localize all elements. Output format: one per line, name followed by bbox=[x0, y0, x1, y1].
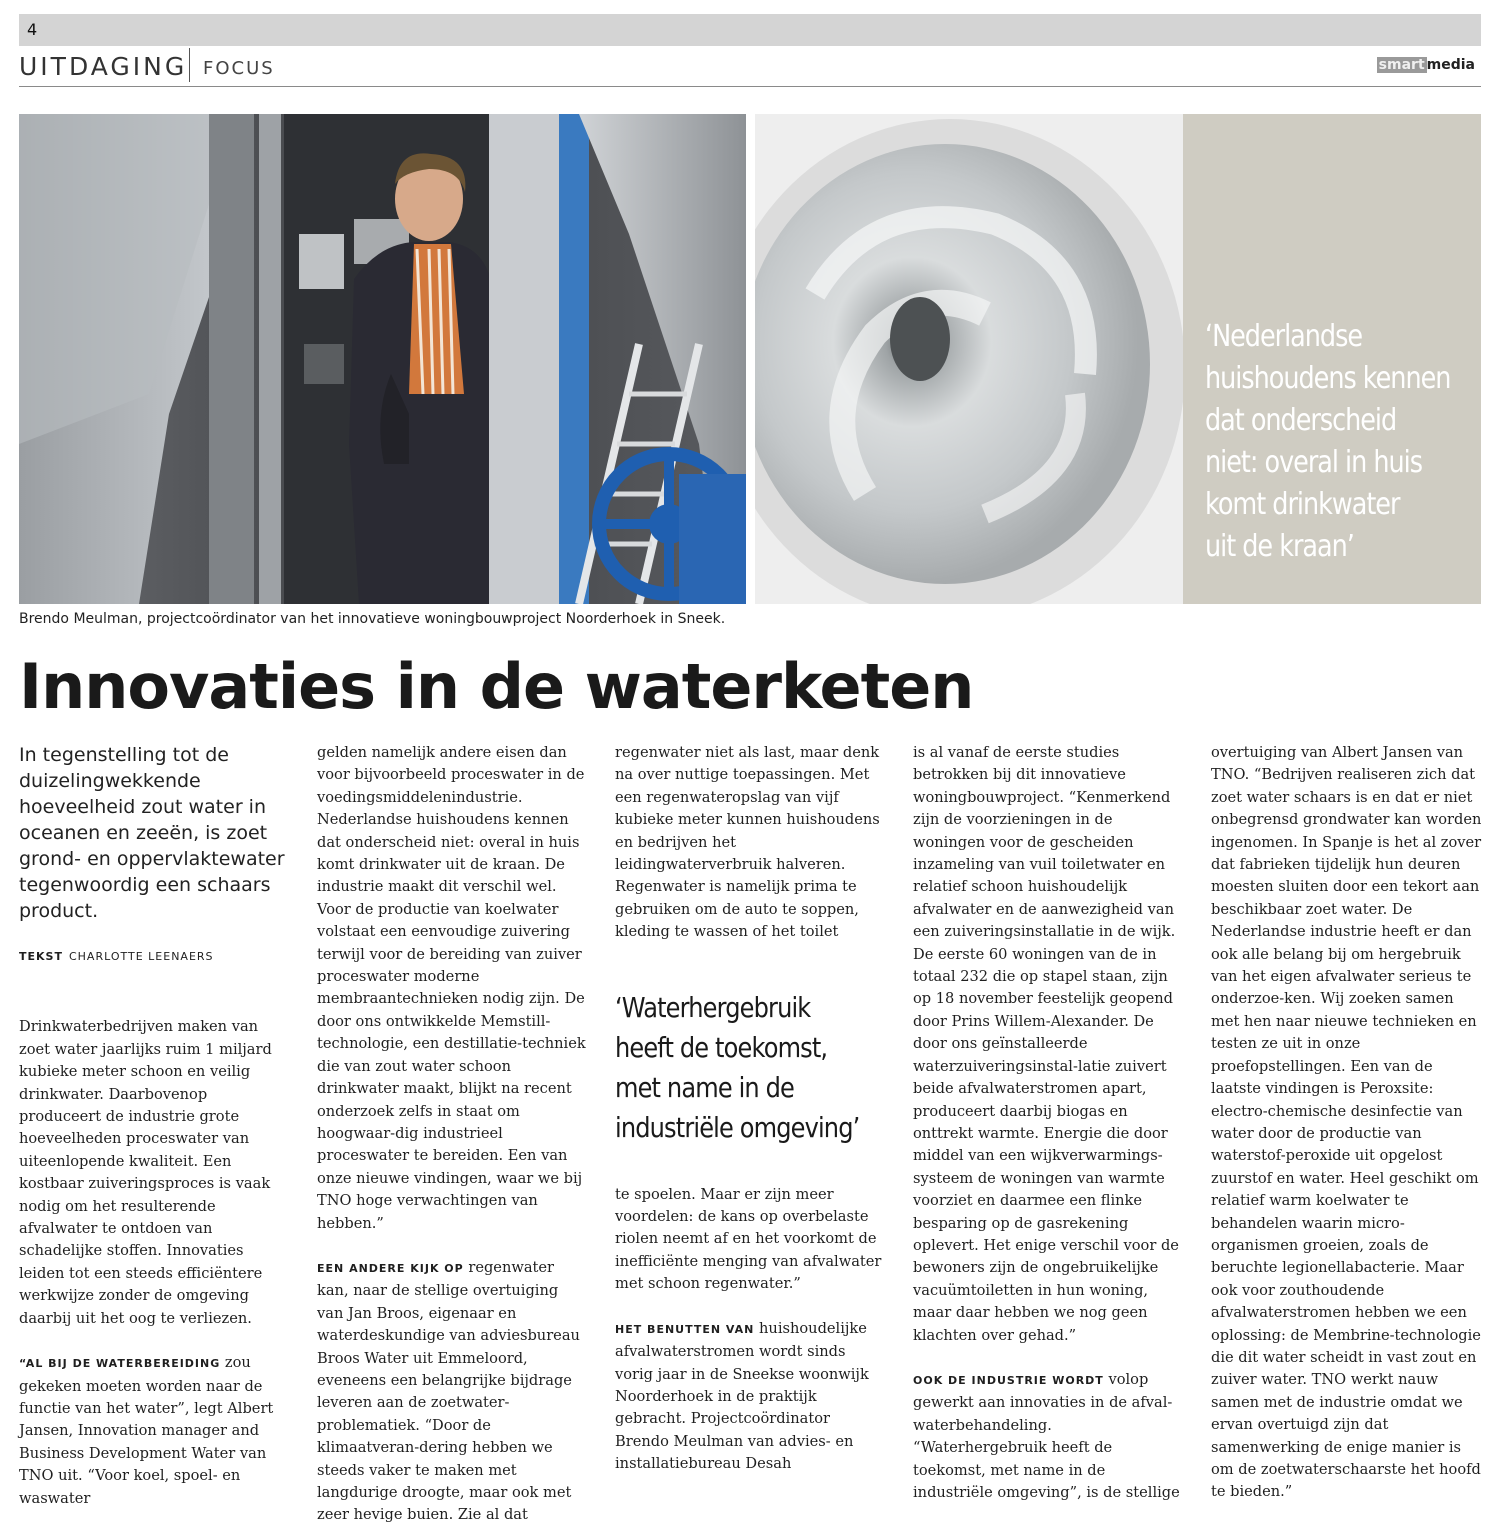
article-column-5 bbox=[1211, 742, 1483, 1504]
paragraph: te spoelen. Maar er zijn meer voordelen: de kans op overbelaste riolen neemt af en het voorkomt de inefficiënte menging van afvalwater met schoon regenwater.” bbox=[615, 1185, 882, 1293]
article-lead: In tegenstelling tot de duizelingwekkende hoeveelheid zout water in oceanen en zeeën, is zoet grond- en oppervlaktewater tegenwoordig een schaars product. bbox=[19, 744, 285, 922]
paragraph: “AL BIJ DE WATERBEREIDING zou gekeken moeten worden naar de functie van het water”, legt Albert Jansen, Innovation manager and Business Development Water van TNO uit. “Voor koel, spoel- en waswater bbox=[19, 1354, 274, 1507]
industrial-photo-illustration bbox=[19, 114, 746, 604]
smartmedia-logo: smart media bbox=[1378, 57, 1475, 73]
photo-caption: Brendo Meulman, projectcoördinator van het innovatieve woningbouwproject Noorderhoek in Sneek. bbox=[19, 611, 726, 627]
paragraph: EEN ANDERE KIJK OP regenwater kan, naar de stellige overtuiging van Jan Broos, eigenaar en waterdeskundige van adviesbureau Broos Water uit Emmeloord, eveneens een belangrijke bijdrage leveren aan de zoetwater-problematiek. “Door de klimaatveran-dering hebben we steeds vaker te maken met langdurige droogte, maar ook met zeer hevige buien. Zie al dat bbox=[317, 1258, 580, 1524]
article-headline: Innovaties in de waterketen bbox=[19, 650, 974, 723]
article-column-1 bbox=[19, 742, 291, 1510]
paragraph: overtuiging van Albert Jansen van TNO. “Bedrijven realiseren zich dat zoet water schaars is en dat er niet onbegrensd grondwater kan worden ingenomen. In Spanje is het al zover dat fabrieken tijdelijk hun deuren moesten sluiten door een tekort aan beschikbaar zoet water. De Nederlandse industrie heeft er dan ook alle belang bij om hergebruik van het eigen afvalwater serieus te onderzoe-ken. Wij zoeken samen met hen naar nieuwe technieken en testen ze uit in onze proefopstellingen. Een van de laatste vindingen is Peroxsite: electro-chemische desinfectie van water door de productie van waterstof-peroxide uit opgelost zuurstof en water. Heel geschikt om relatief warm koelwater te behandelen waarin micro-organismen groeien, zoals de beruchte legionellabacterie. Maar ook voor zouthoudende afvalwaterstromen hebben we een oplossing: de Membrine-technologie die dit water scheidt in vast zout en zuiver water. TNO werkt nauw samen met de industrie omdat we ervan overtuigd zijn dat samenwerking de enige manier is om de zoetwaterschaarste het hoofd te bieden.” bbox=[1211, 744, 1482, 1501]
paragraph: HET BENUTTEN VAN huishoudelijke afvalwaterstromen wordt sinds vorig jaar in de Sneekse woonwijk Noorderhoek in de praktijk gebracht. Projectcoördinator Brendo Meulman van advies- en installatiebureau Desah bbox=[615, 1319, 869, 1473]
paragraph: Drinkwaterbedrijven maken van zoet water jaarlijks ruim 1 miljard kubieke meter schoon en veilig drinkwater. Daarbovenop produceert de industrie grote hoeveelheden proceswater van uiteenlopende kwaliteit. Een kostbaar zuiveringsproces is vaak nodig om het resulterende afvalwater te ontdoen van schadelijke stoffen. Innovaties leiden tot een steeds efficiëntere werkwijze zonder de omgeving daarbij uit het oog te verliezen. bbox=[19, 1018, 272, 1327]
article-column-3 bbox=[615, 742, 887, 1476]
byline: TEKST CHARLOTTE LEENAERS bbox=[19, 950, 214, 963]
quote-box bbox=[1183, 114, 1481, 604]
paragraph: gelden namelijk andere eisen dan voor bijvoorbeeld proceswater in de voedingsmiddelenindustrie. Nederlandse huishoudens kennen dat onderscheid niet: overal in huis komt drinkwater uit de kraan. De industrie maakt dit verschil wel. Voor de productie van koelwater volstaat een eenvoudige zuivering terwijl voor de bereiding van zuiver proceswater moderne membraantechnieken nodig zijn. De door ons ontwikkelde Memstill-technologie, een destillatie-techniek die van zout water schoon drinkwater maakt, blijkt na recent onderzoek zelfs in staat om hoogwaar-dig industrieel proceswater te bereiden. Een van onze nieuwe vindingen, waar we bij TNO hoge verwachtingen van hebben.” bbox=[317, 744, 586, 1232]
quote-box-text: ‘Nederlandse huishoudens kennen dat onderscheid niet: overal in huis komt drinkwater uit de kraan’ bbox=[1205, 319, 1451, 564]
section-subtitle: FOCUS bbox=[203, 58, 275, 79]
section-title: UITDAGING bbox=[19, 52, 188, 81]
toilet-flush-illustration bbox=[755, 114, 1183, 604]
page-number: 4 bbox=[27, 20, 38, 39]
pull-quote: ‘Waterhergebruik heeft de toekomst, met name in de industriële omgeving’ bbox=[615, 990, 860, 1144]
paragraph: OOK DE INDUSTRIE WORDT volop gewerkt aan innovaties in de afval-waterbehandeling. “Waterhergebruik heeft de toekomst, met name in de industriële omgeving”, is de stellige bbox=[913, 1370, 1180, 1501]
photo-brendo-meulman bbox=[19, 114, 746, 604]
article-column-4 bbox=[913, 742, 1185, 1504]
paragraph: regenwater niet als last, maar denk na over nuttige toepassingen. Met een regenwateropslag van vijf kubieke meter kunnen huishoudens en bedrijven het leidingwaterverbruik halveren. Regenwater is namelijk prima te gebruiken om de auto te soppen, kleding te wassen of het toilet bbox=[615, 744, 880, 941]
top-bar bbox=[19, 14, 1481, 46]
photo-toilet-flush bbox=[755, 114, 1183, 604]
section-header bbox=[19, 48, 1481, 87]
section-divider bbox=[189, 48, 190, 82]
article-column-2 bbox=[317, 742, 589, 1527]
paragraph: is al vanaf de eerste studies betrokken bij dit innovatieve woningbouwproject. “Kenmerkend zijn de voorzieningen in de woningen voor de gescheiden inzameling van vuil toiletwater en relatief schoon huishoudelijk afvalwater en de aanwezigheid van een zuiveringsinstallatie in de wijk. De eerste 60 woningen van de in totaal 232 die op stapel staan, zijn op 18 november feestelijk geopend door Prins Willem-Alexander. De door ons geïnstalleerde waterzuiveringsinstal-latie zuivert beide afvalwaterstromen apart, produceert daarbij biogas en onttrekt warmte. Energie die door middel van een wijkverwarmings-systeem de woningen van warmte voorziet en daarmee een flinke besparing op de gasrekening oplevert. Het enige verschil voor de bewoners zijn de ongebruikelijke vacuümtoiletten in hun woning, maar daar hebben we nog geen klachten over gehad.” bbox=[913, 744, 1179, 1344]
